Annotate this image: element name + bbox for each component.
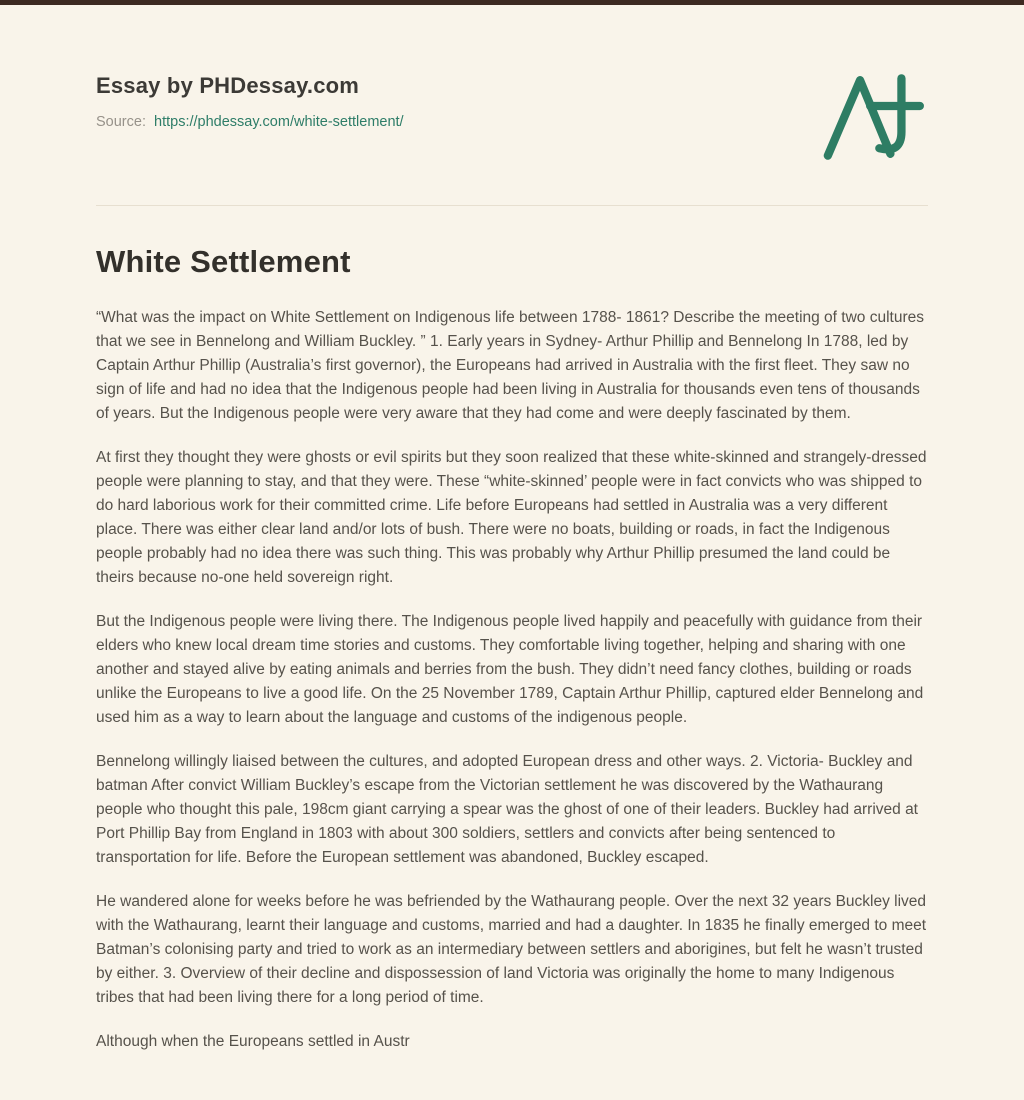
page-content — [0, 73, 1024, 1054]
essay-paragraph-1: “What was the impact on White Settlement on Indigenous life between 1788- 1861? Describe the meeting of two cultures that we see in Bennelong and William Buckley. ” 1. Early years in Sydney- Arthur Phillip and Bennelong In 1788, led by Captain Arthur Phillip (Australia’s first governor), the Europeans had arrived in Australia with the first fleet. They saw no sign of life and had no idea that the Indigenous people had been living in Australia for thousands even tens of thousands of years. But the Indigenous people were very aware that they had come and were deeply fascinated by them. — [96, 309, 924, 422]
page-header — [96, 73, 928, 163]
essay-paragraph-5: He wandered alone for weeks before he was befriended by the Wathaurang people. Over the next 32 years Buckley lived with the Wathaurang, learnt their language and customs, married and had a daughter. In 1835 he finally emerged to meet Batman’s colonising party and tried to work as an intermediary between settlers and aborigines, but felt he wasn’t trusted by either. 3. Overview of their decline and dispossession of land Victoria was originally the home to many Indigenous tribes that had been living there for a long period of time. — [96, 893, 927, 1006]
essay-paragraph-4: Bennelong willingly liaised between the cultures, and adopted European dress and other ways. 2. Victoria- Buckley and batman After convict William Buckley’s escape from the Victorian settlement he was discovered by the Wathaurang people who thought this pale, 198cm giant carrying a spear was the ghost of one of their leaders. Buckley had arrived at Port Phillip Bay from England in 1803 with about 300 soldiers, settlers and convicts after being sentenced to transportation for life. Before the European settlement was abandoned, Buckley escaped. — [96, 753, 918, 866]
header-text-block — [96, 73, 404, 130]
essay-paragraph-6-truncated: Although when the Europeans settled in Austr — [96, 1033, 410, 1050]
header-divider — [96, 205, 928, 206]
essay-title: White Settlement — [96, 244, 351, 279]
top-accent-bar — [0, 0, 1024, 5]
phdessay-logo-icon — [816, 71, 928, 163]
brand-title: Essay by PHDessay.com — [96, 73, 360, 98]
essay-paragraph-3: But the Indigenous people were living there. The Indigenous people lived happily and peacefully with guidance from their elders who knew local dream time stories and customs. They comfortable living together, helping and sharing with one another and stayed alive by eating animals and berries from the bush. They didn’t need fancy clothes, building or roads unlike the Europeans to live a good life. On the 25 November 1789, Captain Arthur Phillip, captured elder Bennelong and used him as a way to learn about the language and customs of the indigenous people. — [96, 613, 924, 726]
source-label: Source: — [96, 114, 146, 130]
essay-paragraph-2: At first they thought they were ghosts or evil spirits but they soon realized that these white-skinned and strangely-dressed people were planning to stay, and that they were. These “white-skinned’ people were in fact convicts who was shipped to do hard laborious work for their committed crime. Life before Europeans had settled in Australia was a very different place. There was either clear land and/or lots of bush. There were no boats, building or roads, in fact the Indigenous people probably had no idea there was such thing. This was probably why Arthur Phillip presumed the land could be theirs because no-one held sovereign right. — [96, 449, 927, 586]
source-line — [96, 114, 404, 130]
source-url-link[interactable]: https://phdessay.com/white-settlement/ — [154, 114, 404, 130]
